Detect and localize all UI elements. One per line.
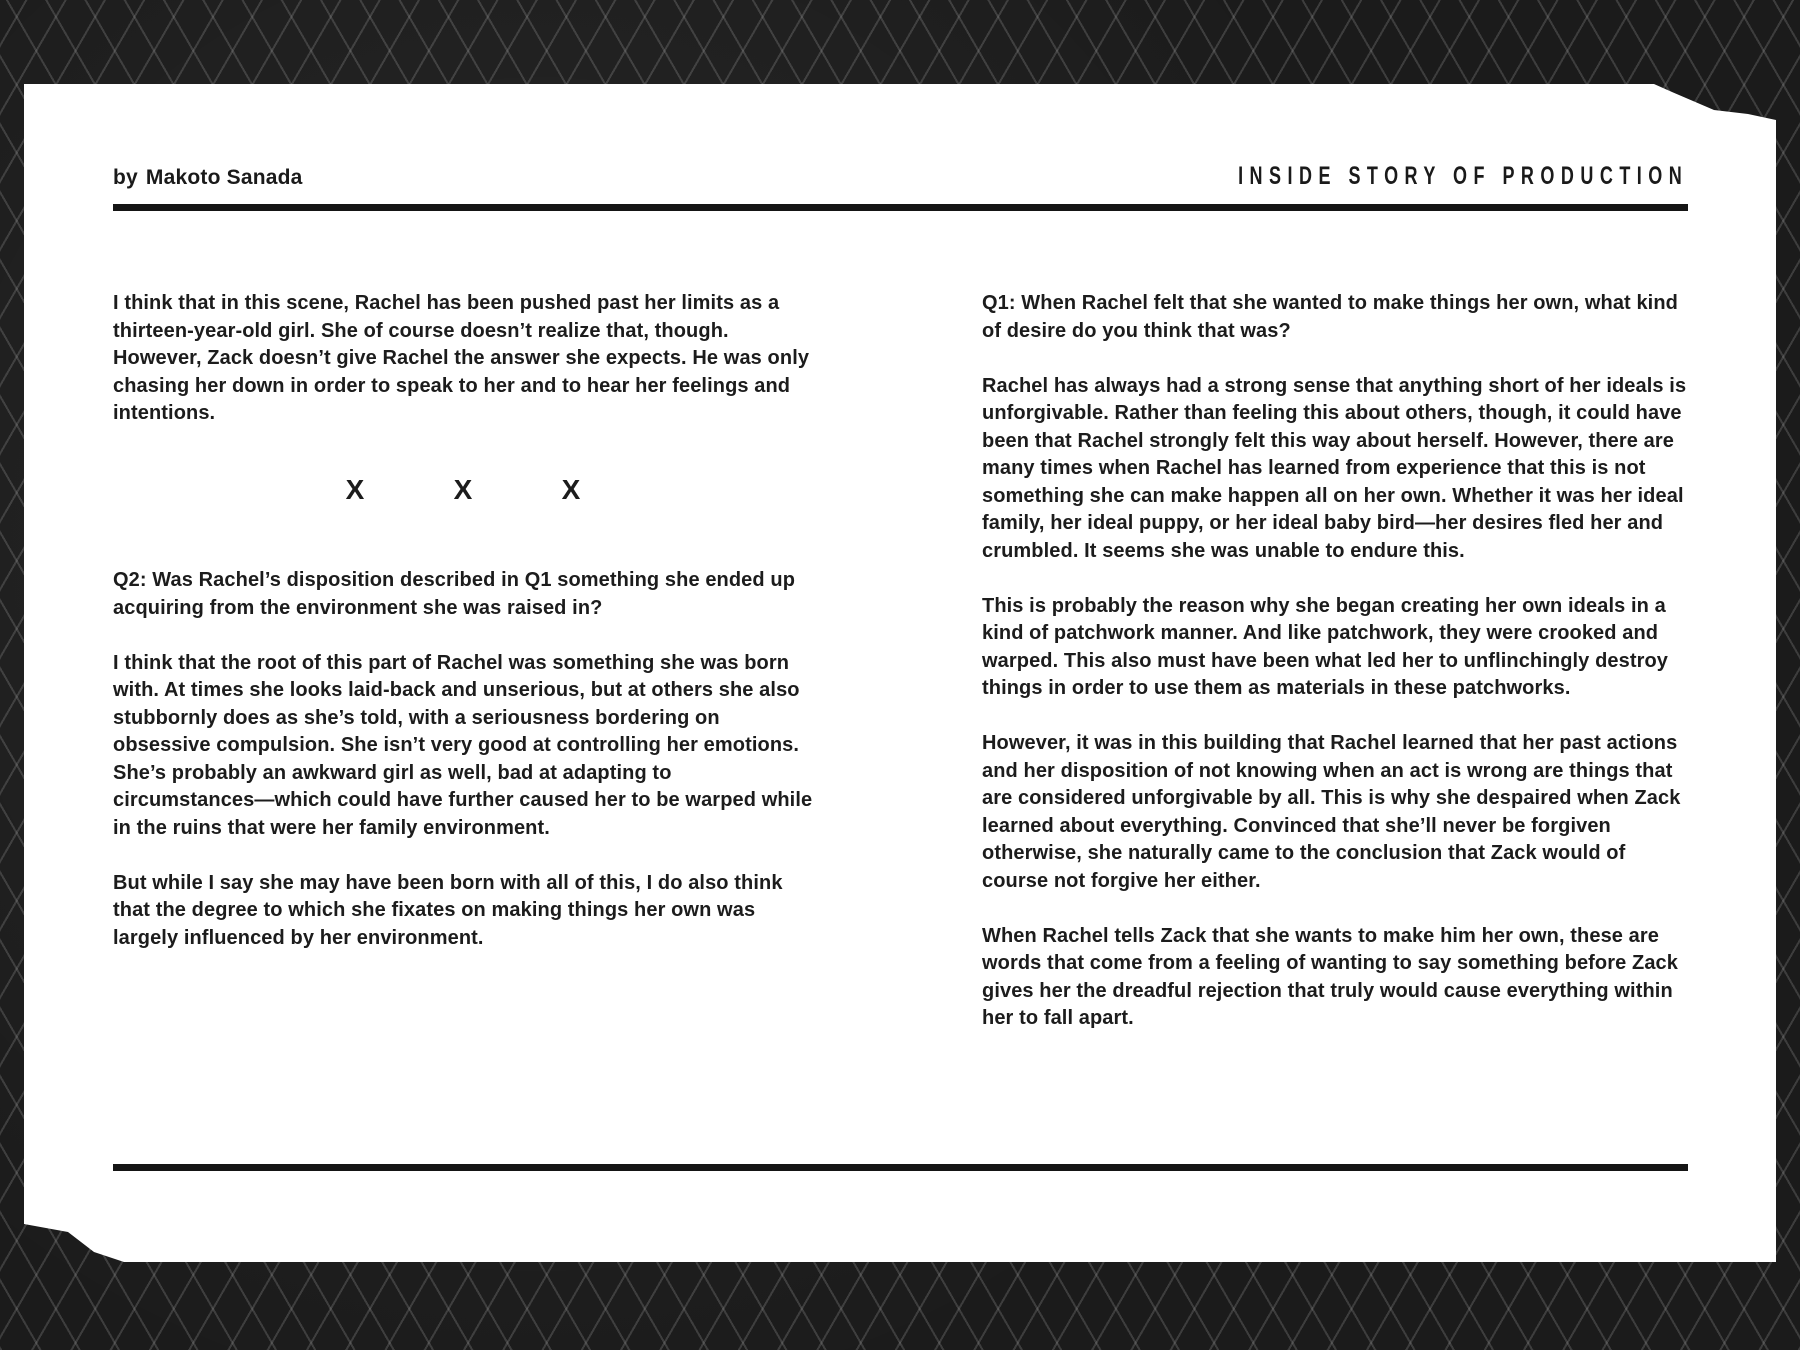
q2-answer-paragraph-2: But while I say she may have been born with all of this, I do also think that the degree to which she fixates on making things her own was largely influenced by her environment. (113, 871, 783, 949)
section-divider (113, 473, 813, 505)
q1-answer-paragraph-4: When Rachel tells Zack that she wants to make him her own, these are words that come from a feeling of wanting to say something before Zack gives her the dreadful rejection that truly would cause everything within her to fall apart. (982, 924, 1678, 1029)
author-name: Makoto Sanada (145, 166, 303, 189)
author-byline (113, 166, 303, 190)
q1-answer-paragraph-1: Rachel has always had a strong sense that anything short of her ideals is unforgivable. Rather than feeling this about others, though, it could have been that Rachel strongly felt this way about herself. However, there are many times when Rachel has learned from experience that this is not something she can make happen all on her own. Whether it was her ideal family, her ideal puppy, or her ideal baby bird—her desires fled her and crumbled. It seems she was unable to endure this. (982, 374, 1687, 562)
left-column (113, 290, 813, 980)
top-rule (113, 204, 1688, 211)
section-title: INSIDE STORY OF PRODUCTION (1237, 162, 1688, 190)
q1-answer-paragraph-2: This is probably the reason why she began creating her own ideals in a kind of patchwork manner. And like patchwork, they were crooked and warped. This also must have been what led her to unflinchingly destroy things in order to use them as materials in these patchworks. (982, 594, 1669, 699)
q1-answer-paragraph-3: However, it was in this building that Rachel learned that her past actions and her disposition of not knowing when an act is wrong are things that are considered unforgivable by all. This is why she despaired when Zack learned about everything. Convinced that she’ll never be forgiven otherwise, she naturally came to the conclusion that Zack would of course not forgive her either. (982, 732, 1681, 892)
divider-x-1: X (345, 473, 365, 505)
q2-question: Q2: Was Rachel’s disposition described in Q1 something she ended up acquiring from the environment she was raised in? (113, 569, 796, 619)
q1-question: Q1: When Rachel felt that she wanted to make things her own, what kind of desire do you think that was? (982, 292, 1678, 342)
byline-prefix: by (113, 166, 138, 189)
intro-paragraph: I think that in this scene, Rachel has been pushed past her limits as a thirteen-year-old girl. She of course doesn’t realize that, though. However, Zack doesn’t give Rachel the answer she expects. He was only chasing her down in order to speak to her and to hear her feelings and intentions. (113, 292, 810, 424)
right-column (982, 290, 1688, 1060)
divider-x-3: X (561, 473, 581, 505)
q2-answer-paragraph-1: I think that the root of this part of Rachel was something she was born with. At times she looks laid-back and unserious, but at others she also stubbornly does as she’s told, with a seriousness bordering on obsessive compulsion. She isn’t very good at controlling her emotions. She’s probably an awkward girl as well, bad at adapting to circumstances—which could have further caused her to be warped while in the ruins that were her family environment. (113, 651, 813, 839)
bottom-rule (113, 1164, 1688, 1171)
divider-x-2: X (453, 473, 473, 505)
